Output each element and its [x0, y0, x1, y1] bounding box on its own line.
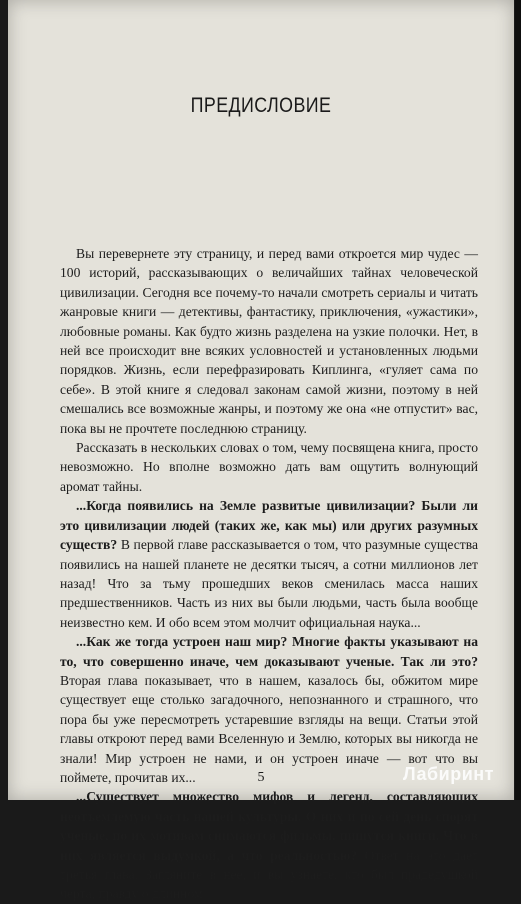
body-text — [60, 244, 478, 904]
paragraph-3-bold: ...Когда появились на Земле развитые цивилизации? Были ли это цивилизации людей (таких же, как мы) или других разумных существ? — [60, 498, 478, 553]
paragraph-4-bold: ...Как же тогда устроен наш мир? Многие факты указывают на то, что совершенно иначе, чем доказывают ученые. Так ли это? — [60, 634, 478, 669]
paragraph-2: Рассказать в нескольких словах о том, чему посвящена книга, просто невозможно. Но вполне возможно дать вам ощутить волнующий аромат тайны. — [60, 440, 478, 494]
page-number: 5 — [257, 770, 265, 785]
watermark-logo: Лабиринт — [402, 764, 494, 784]
paragraph-3-text: В первой главе рассказывается о том, что разумные существа появились на нашей планете не десятки тысяч, а сотни миллионов лет назад! Что за тьму прошедших веков сменилась масса наших предшественников. Часть из них вы были людьми, часть была вообще неизвестно кем. И обо всем этом молчит официальная наука... — [60, 537, 478, 630]
paragraph-5-bold: ...Существует множество мифов и легенд, составляющих неотъемлемую часть нашей культуры. О них и по сей день спорят ученые, по их мотивам снимаются фильмы, пишутся книги. Что в них является выдумкой, а что реальностью? — [60, 789, 478, 863]
paragraph-3 — [60, 496, 478, 632]
paragraph-5-text: Ответ на это дает третья глава. Загляните в нее, и вы узнаете, кто был прадедушкой черта, правду о длинном — [60, 847, 478, 902]
page-edge-shadow — [515, 0, 521, 800]
book-page — [8, 0, 514, 902]
paragraph-4-text: Вторая глава показывает, что в нашем, казалось бы, обжитом мире существует еще столько загадочного, непознанного и страшного, что пора бы уже пересмотреть устаревшие взгляды на вещи. Статьи этой главы откроют перед вами Вселенную и Землю, которых вы никогда не знали! Мир устроен не нами, и он устроен иначе — вот что вы поймете, прочитав их... — [60, 672, 478, 785]
page-title: ПРЕДИСЛОВИЕ — [190, 94, 332, 117]
paragraph-1: Вы перевернете эту страницу, и перед вами откроется мир чудес — 100 историй, рассказывающих о величайших тайнах человеческой цивилизации. Сегодня все почему-то начали смотреть сериалы и читать жанровые книги — детективы, фантастику, приключения, «ужастики», любовные романы. Как будто жизнь разделена на узкие полочки. Нет, в ней все происходит вне всяких условностей и установленных людьми порядков. Жизнь, если перефразировать Киплинга, «гуляет сама по себе». В этой книге я следовал законам самой жизни, поэтому в ней смешались все возможные жанры, и поэтому же она «не отпустит» вас, пока вы не прочтете последнюю страницу. — [60, 246, 478, 436]
paragraph-5 — [60, 787, 478, 903]
